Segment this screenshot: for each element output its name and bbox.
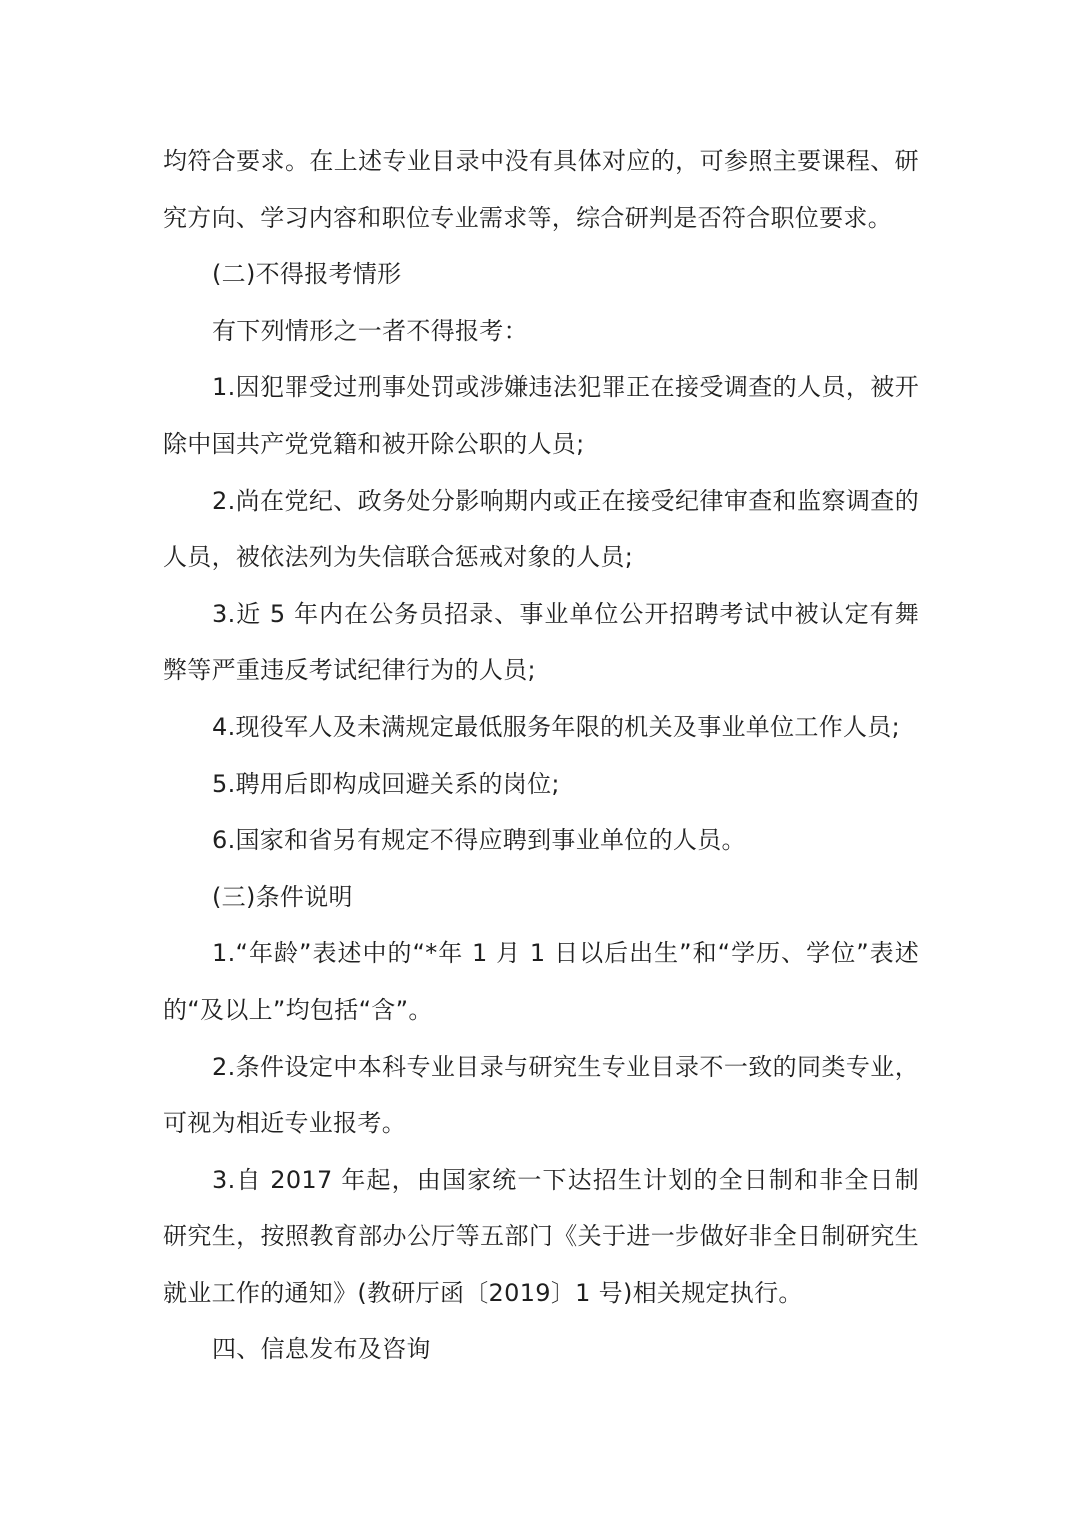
section-heading-info: 四、信息发布及咨询 bbox=[212, 1335, 431, 1364]
paragraph-continuation: 均符合要求。在上述专业目录中没有具体对应的，可参照主要课程、研究方向、学习内容和职位专业需求等，综合研判是否符合职位要求。 bbox=[163, 147, 919, 232]
section-heading-conditions: (三)条件说明 bbox=[212, 882, 353, 911]
section-heading-disqualifications: (二)不得报考情形 bbox=[212, 260, 402, 289]
document-body bbox=[163, 133, 919, 1378]
list-item-6: 6.国家和省另有规定不得应聘到事业单位的人员。 bbox=[212, 826, 746, 855]
condition-item-2: 2.条件设定中本科专业目录与研究生专业目录不一致的同类专业，可视为相近专业报考。 bbox=[163, 1052, 919, 1138]
list-item-5: 5.聘用后即构成回避关系的岗位; bbox=[212, 769, 560, 798]
list-item-3: 3.近 5 年内在公务员招录、事业单位公开招聘考试中被认定有舞弊等严重违反考试纪律行为的人员; bbox=[163, 599, 919, 685]
list-item-4: 4.现役军人及未满规定最低服务年限的机关及事业单位工作人员; bbox=[212, 712, 900, 741]
condition-item-3: 3.自 2017 年起，由国家统一下达招生计划的全日制和非全日制研究生，按照教育部办公厅等五部门《关于进一步做好非全日制研究生就业工作的通知》(教研厅函〔2019〕1 号)相关规定执行。 bbox=[163, 1165, 919, 1307]
paragraph-intro: 有下列情形之一者不得报考： bbox=[212, 316, 528, 345]
list-item-2: 2.尚在党纪、政务处分影响期内或正在接受纪律审查和监察调查的人员，被依法列为失信联合惩戒对象的人员; bbox=[163, 486, 919, 572]
condition-item-1: 1.“年龄”表述中的“*年 1 月 1 日以后出生”和“学历、学位”表述的“及以上”均包括“含”。 bbox=[163, 939, 919, 1024]
list-item-1: 1.因犯罪受过刑事处罚或涉嫌违法犯罪正在接受调查的人员，被开除中国共产党党籍和被开除公职的人员; bbox=[163, 373, 919, 458]
